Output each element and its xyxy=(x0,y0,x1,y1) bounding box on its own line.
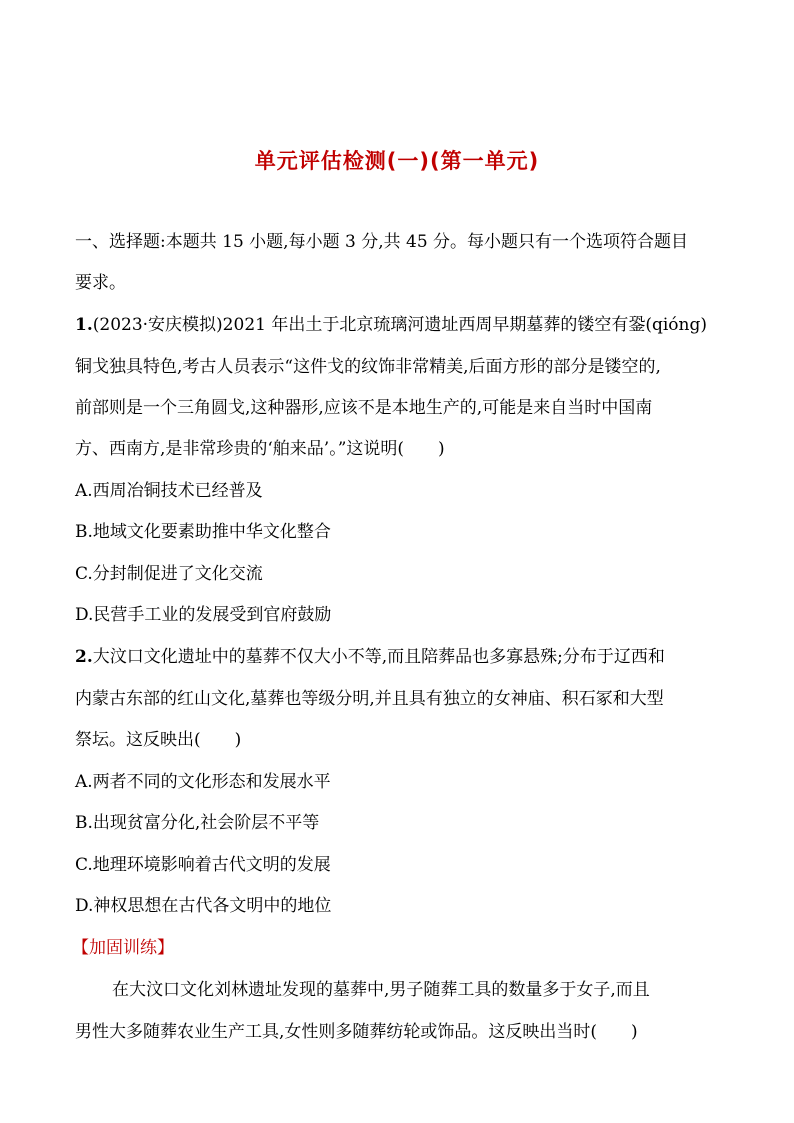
question-1-line-2: 铜戈独具特色,考古人员表示“这件戈的纹饰非常精美,后面方形的部分是镂空的, xyxy=(75,357,661,377)
reinforcement-tag-text: 【加固训练】 xyxy=(72,938,174,958)
question-2-option-b: B.出现贫富分化,社会阶层不平等 xyxy=(75,813,320,833)
question-2-option-c: C.地理环境影响着古代文明的发展 xyxy=(75,855,331,875)
question-2-line-2: 内蒙古东部的红山文化,墓葬也等级分明,并且具有独立的女神庙、积石冢和大型 xyxy=(75,689,664,709)
section-intro-line-1: 一、选择题:本题共 15 小题,每小题 3 分,共 45 分。每小题只有一个选项符合题目 xyxy=(75,232,689,252)
question-1-line-3: 前部则是一个三角圆戈,这种器形,应该不是本地生产的,可能是来自当时中国南 xyxy=(75,398,653,418)
question-1-text-1: (2023·安庆模拟)2021 年出土于北京琉璃河遗址西周早期墓葬的镂空有銎(qióng) xyxy=(92,315,707,335)
question-2-option-d: D.神权思想在古代各文明中的地位 xyxy=(75,896,332,916)
question-2-number: 2. xyxy=(75,647,93,667)
question-1-number: 1. xyxy=(75,315,93,335)
question-1-option-a: A.西周冶铜技术已经普及 xyxy=(75,481,263,501)
reinforcement-line-2: 男性大多随葬农业生产工具,女性则多随葬纺轮或饰品。这反映出当时( ) xyxy=(75,1022,638,1042)
question-1-line-1 xyxy=(75,313,725,337)
section-intro-line-2: 要求。 xyxy=(75,273,126,293)
question-2-line-1 xyxy=(75,645,725,669)
question-1-line-4: 方、西南方,是非常珍贵的‘舶来品’。”这说明( ) xyxy=(75,439,445,459)
reinforcement-tag xyxy=(72,936,722,960)
page-title: 单元评估检测(一)(第一单元) xyxy=(254,149,540,173)
question-1-option-b: B.地域文化要素助推中华文化整合 xyxy=(75,522,331,542)
question-2-text-1: 大汶口文化遗址中的墓葬不仅大小不等,而且陪葬品也多寡悬殊;分布于辽西和 xyxy=(92,647,665,667)
question-1-option-d: D.民营手工业的发展受到官府鼓励 xyxy=(75,605,332,625)
reinforcement-line-1: 在大汶口文化刘林遗址发现的墓葬中,男子随葬工具的数量多于女子,而且 xyxy=(112,980,650,1000)
question-2-line-3: 祭坛。这反映出( ) xyxy=(75,730,242,750)
question-1-option-c: C.分封制促进了文化交流 xyxy=(75,564,263,584)
question-2-option-a: A.两者不同的文化形态和发展水平 xyxy=(75,772,331,792)
